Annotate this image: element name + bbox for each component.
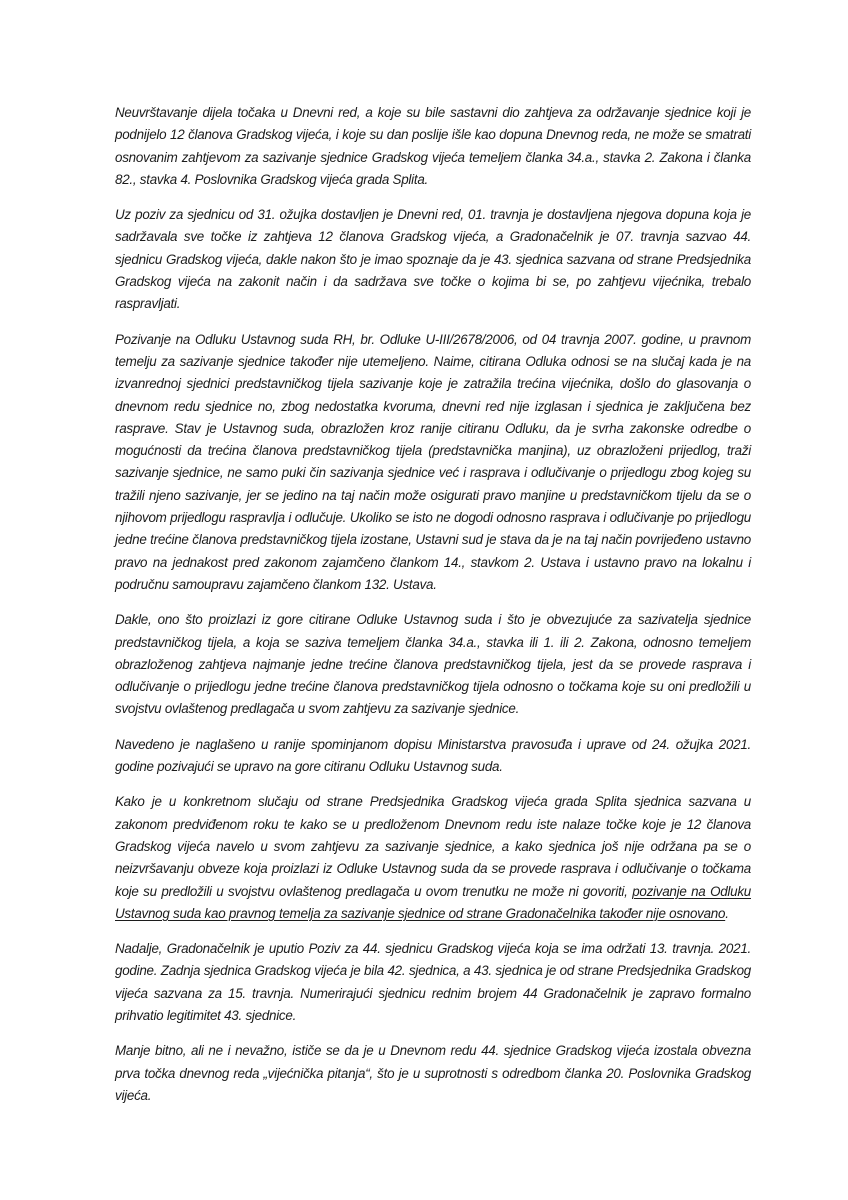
paragraph-session-numbering: Nadalje, Gradonačelnik je uputio Poziv za 44. sjednicu Gradskog vijeća koja se ima održati 13. travnja. 2021. godine. Zadnja sjednica Gradskog vijeća je bila 42. sjednica, a 43. sjednica je od strane Predsjednika Gradskog vijeća sazvana za 15. travnja. Numerirajući sjednicu rednim brojem 44 Gradonačelnik je zapravo formalno prihvatio legitimitet 43. sjednice. <box>115 941 751 1023</box>
concrete-case-tail: . <box>725 905 729 921</box>
paragraph-councillor-questions: Manje bitno, ali ne i nevažno, ističe se da je u Dnevnom redu 44. sjednice Gradskog vijeća izostala obvezna prva točka dnevnog reda „vijećnička pitanja“, što je u suprotnosti s odredbom članka 20. Poslovnika Gradskog vijeća. <box>115 1043 751 1103</box>
concrete-case-text: Kako je u konkretnom slučaju od strane Predsjednika Gradskog vijeća grada Splita sjednica sazvana u zakonom predviđenom roku te kako se u predloženom Dnevnom redu iste nalaze točke koje je 12 članova Gradskog vijeća navelo u svom zahtjevu za sazivanje sjednice, a kako sjednica još nije održana pa se o neizvršavanju obveze koja proizlazi iz Odluke Ustavnog suda da se provede rasprava i odlučivanje o točkama koje su predložili u svojstvu ovlaštenog predlagača u ovom trenutku ne može ni govoriti, <box>115 794 751 899</box>
underlined-conclusion: pozivanje na Odluku Ustavnog suda kao pravnog temelja za sazivanje sjednice od strane Gradonačelnika također nije osnovano <box>115 883 751 921</box>
paragraph-unlisted-agenda-items: Neuvrštavanje dijela točaka u Dnevni red, a koje su bile sastavni dio zahtjeva za održavanje sjednice koji je podnijelo 12 članova Gradskog vijeća, i koje su dan poslije išle kao dopuna Dnevnog reda, ne može se smatrati osnovanim zahtjevom za sazivanje sjednice Gradskog vijeća temeljem članka 34.a., stavka 2. Zakona i članka 82., stavka 4. Poslovnika Gradskog vijeća grada Splita. <box>115 105 751 187</box>
paragraph-ministry-letter: Navedeno je naglašeno u ranije spominjanom dopisu Ministarstva pravosuđa i uprave od 24. ožujka 2021. godine pozivajući se upravo na gore citiranu Odluku Ustavnog suda. <box>115 736 751 775</box>
paragraph-constitutional-court-decision: Pozivanje na Odluku Ustavnog suda RH, br. Odluke U-III/2678/2006, od 04 travnja 2007. godine, u pravnom temelju za sazivanje sjednice također nije utemeljeno. Naime, citirana Odluka odnosi se na slučaj kada je na izvanrednoj sjednici predstavničkog tijela sazivanje koje je zatražila trećina vijećnika, došlo do glasovanja o dnevnom redu sjednice no, zbog nedostatka kvoruma, dnevni red nije izglasan i sjednica je zaključena bez rasprave. Stav je Ustavnog suda, obrazložen kroz ranije citiranu Odluku, da je svrha zakonske odredbe o mogućnosti da trećina članova predstavničkog tijela (predstavnička manjina), uz obrazloženi prijedlog, traži sazivanje sjednice, ne samo puki čin sazivanja sjednice već i rasprava i odlučivanje o prijedlogu zbog kojeg su tražili njeno sazivanje, jer se jedino na taj način može osigurati pravo manjine u predstavničkom tijelu da se o njihovom prijedlogu raspravlja i odlučuje. Ukoliko se isto ne dogodi odnosno rasprava i odlučivanje po prijedlogu jedne trećine članova predstavničkog tijela izostane, Ustavni sud je stava da je na taj način povrijeđeno ustavno pravo na jednakost pred zakonom zajamčeno člankom 14., stavkom 2. Ustava i ustavno pravo na lokalnu i područnu samoupravu zajamčeno člankom 132. Ustava. <box>115 331 751 592</box>
paragraph-concrete-case <box>115 791 751 925</box>
document-page <box>115 102 751 1120</box>
paragraph-binding-obligation: Dakle, ono što proizlazi iz gore citirane Odluke Ustavnog suda i što je obvezujuće za sazivatelja sjednice predstavničkog tijela, a koja se saziva temeljem članka 34.a., stavka ili 1. ili 2. Zakona, odnosno temeljem obrazloženog zahtjeva najmanje jedne trećine članova predstavničkog tijela, jest da se provede rasprava i odlučivanje o prijedlogu jedne trećine članova predstavničkog tijela odnosno o točkama koje su oni predložili u svojstvu ovlaštenog predlagača u svom zahtjevu za sazivanje sjednice. <box>115 612 751 717</box>
paragraph-session-invitation: Uz poziv za sjednicu od 31. ožujka dostavljen je Dnevni red, 01. travnja je dostavljena njegova dopuna koja je sadržavala sve točke iz zahtjeva 12 članova Gradskog vijeća, a Gradonačelnik je 07. travnja sazvao 44. sjednicu Gradskog vijeća, dakle nakon što je imao spoznaje da je 43. sjednica sazvana od strane Predsjednika Gradskog vijeća na zakonit način i da sadržava sve točke o kojima bi se, po zahtjevu vijećnika, trebalo raspravljati. <box>115 207 751 312</box>
